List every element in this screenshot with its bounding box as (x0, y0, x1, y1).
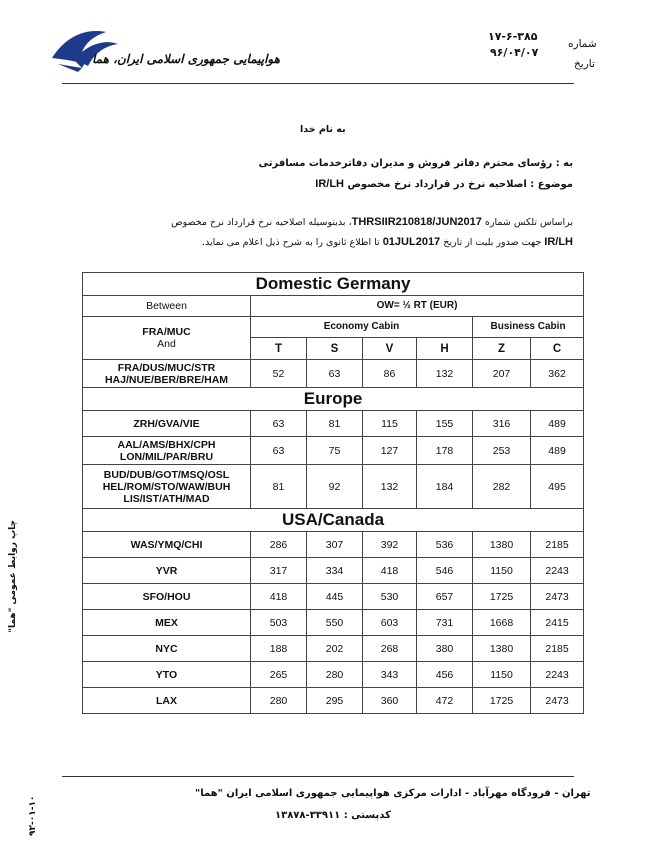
body-1-prefix: براساس تلکس شماره (484, 217, 573, 228)
fare-z: 1668 (473, 610, 531, 636)
fare-s: 280 (307, 662, 363, 688)
route-cell (83, 411, 251, 437)
table-row-usa (83, 688, 584, 714)
fare-c: 2473 (531, 584, 584, 610)
table-row-usa (83, 532, 584, 558)
fare-t: 265 (251, 662, 307, 688)
route-cell (83, 465, 251, 509)
airline-name: هواپیمایی جمهوری اسلامی ایران، هما (92, 52, 280, 66)
table-row-europe (83, 437, 584, 465)
fare-z: 1380 (473, 636, 531, 662)
business-cabin-label: Business Cabin (473, 317, 584, 338)
letter-date: ۹۶/۰۴/۰۷ (490, 46, 539, 59)
subject-line (315, 178, 573, 190)
fare-t: 286 (251, 532, 307, 558)
route-line: HEL/ROM/STO/WAW/BUH (102, 480, 231, 493)
fare-h: 178 (417, 437, 473, 465)
fare-z: 1150 (473, 558, 531, 584)
subject-text: موضوع : اصلاحیه نرخ در قرارداد نرخ مخصوص (347, 179, 573, 190)
fare-h: 657 (417, 584, 473, 610)
route-cell: SFO/HOU (83, 584, 251, 610)
route-line: LIS/IST/ATH/MAD (123, 492, 210, 505)
fare-s: 63 (307, 360, 363, 388)
fare-t: 63 (251, 411, 307, 437)
fare-v: 392 (363, 532, 417, 558)
fare-c: 2185 (531, 636, 584, 662)
fare-t: 280 (251, 688, 307, 714)
class-h: H (417, 338, 473, 360)
table-row-usa (83, 558, 584, 584)
fare-t: 81 (251, 465, 307, 509)
fare-s: 334 (307, 558, 363, 584)
fare-z: 316 (473, 411, 531, 437)
fare-table (82, 272, 584, 714)
letter-number: ۱۷-۶-۳۸۵ (488, 30, 538, 43)
fare-t: 418 (251, 584, 307, 610)
footer-address: تهران - فرودگاه مهرآباد - ادارات مرکزی هواپیمایی جمهوری اسلامی ایران "هما" (195, 788, 591, 799)
header-row-cabin (83, 317, 584, 338)
route-cell (83, 360, 251, 388)
fare-h: 472 (417, 688, 473, 714)
route-cell: YTO (83, 662, 251, 688)
class-v: V (363, 338, 417, 360)
print-note: چاپ روابط عمومی "هما" (8, 520, 18, 633)
fare-z: 282 (473, 465, 531, 509)
fare-h: 731 (417, 610, 473, 636)
fare-h: 456 (417, 662, 473, 688)
body-2-suffix: تا اطلاع ثانوی را به شرح ذیل اعلام می نماید. (201, 237, 380, 248)
origin-label (83, 317, 251, 360)
between-label: Between (83, 296, 251, 317)
fare-v: 418 (363, 558, 417, 584)
body-1-suffix: ، بدینوسیله اصلاحیه نرخ قرارداد نرخ مخصوص (171, 217, 352, 228)
fare-v: 132 (363, 465, 417, 509)
table-row-usa (83, 636, 584, 662)
route-line: ZRH/GVA/VIE (133, 417, 200, 430)
fare-c: 2473 (531, 688, 584, 714)
fare-z: 207 (473, 360, 531, 388)
header-divider (62, 83, 574, 84)
table-row-domestic (83, 360, 584, 388)
section-row-domestic (83, 273, 584, 296)
fare-v: 360 (363, 688, 417, 714)
fare-h: 546 (417, 558, 473, 584)
route-line: LON/MIL/PAR/BRU (119, 450, 214, 463)
fare-h: 184 (417, 465, 473, 509)
class-c: C (531, 338, 584, 360)
date-label: تاریخ (574, 58, 595, 70)
and-label: And (157, 338, 176, 350)
economy-cabin-label: Economy Cabin (251, 317, 473, 338)
section-row-europe (83, 388, 584, 411)
fare-s: 550 (307, 610, 363, 636)
table-row-europe (83, 465, 584, 509)
fare-s: 202 (307, 636, 363, 662)
fare-v: 343 (363, 662, 417, 688)
route-cell (83, 437, 251, 465)
fare-h: 536 (417, 532, 473, 558)
fare-s: 295 (307, 688, 363, 714)
body-2-mid: جهت صدور بلیت از تاریخ (443, 237, 542, 248)
table-row-usa (83, 662, 584, 688)
fare-c: 2243 (531, 662, 584, 688)
fare-c: 489 (531, 411, 584, 437)
fare-z: 1725 (473, 584, 531, 610)
body-line-1 (171, 216, 573, 228)
class-z: Z (473, 338, 531, 360)
fare-z: 1380 (473, 532, 531, 558)
route-cell: MEX (83, 610, 251, 636)
fare-c: 2415 (531, 610, 584, 636)
fare-v: 86 (363, 360, 417, 388)
table-row-usa (83, 610, 584, 636)
fare-h: 132 (417, 360, 473, 388)
section-title-domestic: Domestic Germany (83, 273, 584, 296)
header-row-basis (83, 296, 584, 317)
fare-basis-label: OW= ½ RT (EUR) (251, 296, 584, 317)
route-line: HAJ/NUE/BER/BRE/HAM (104, 373, 229, 386)
addressee-line: به : رؤسای محترم دفاتر فروش و مدیران دفاترخدمات مسافرتی (258, 158, 573, 169)
section-title-usa: USA/Canada (83, 509, 584, 532)
table-row-europe (83, 411, 584, 437)
fare-c: 2185 (531, 532, 584, 558)
fare-t: 188 (251, 636, 307, 662)
telex-reference: THRSIIR210818/JUN2017 (351, 216, 482, 228)
route-cell: YVR (83, 558, 251, 584)
fare-v: 115 (363, 411, 417, 437)
fare-t: 63 (251, 437, 307, 465)
fare-c: 489 (531, 437, 584, 465)
route-line: FRA/DUS/MUC/STR (117, 361, 216, 374)
route-line: AAL/AMS/BHX/CPH (117, 438, 216, 451)
print-code: ۹۲-۰۱-۱۰ (28, 795, 38, 836)
fare-s: 75 (307, 437, 363, 465)
fare-t: 503 (251, 610, 307, 636)
fare-s: 445 (307, 584, 363, 610)
body-2-code: IR/LH (544, 236, 573, 248)
class-t: T (251, 338, 307, 360)
fare-s: 92 (307, 465, 363, 509)
fare-c: 362 (531, 360, 584, 388)
basmala: به نام خدا (300, 124, 346, 135)
effective-date: 01JUL2017 (382, 236, 441, 248)
fare-v: 268 (363, 636, 417, 662)
fare-v: 603 (363, 610, 417, 636)
fare-h: 380 (417, 636, 473, 662)
fare-t: 52 (251, 360, 307, 388)
fare-z: 1150 (473, 662, 531, 688)
fare-z: 253 (473, 437, 531, 465)
body-line-2 (202, 236, 573, 248)
route-line: BUD/DUB/GOT/MSQ/OSL (103, 468, 230, 481)
fare-t: 317 (251, 558, 307, 584)
route-cell: LAX (83, 688, 251, 714)
fare-c: 2243 (531, 558, 584, 584)
number-label: شماره (568, 38, 597, 50)
footer-postal-code: کدپستی : ۳۳۹۱۱-۱۳۸۷۸ (275, 810, 391, 821)
section-title-europe: Europe (83, 388, 584, 411)
fare-s: 81 (307, 411, 363, 437)
fare-v: 530 (363, 584, 417, 610)
class-s: S (307, 338, 363, 360)
fare-z: 1725 (473, 688, 531, 714)
subject-code: IR/LH (315, 178, 344, 190)
table-row-usa (83, 584, 584, 610)
section-row-usa (83, 509, 584, 532)
footer-divider (62, 776, 574, 777)
fare-s: 307 (307, 532, 363, 558)
fare-v: 127 (363, 437, 417, 465)
from-label: FRA/MUC (142, 326, 191, 338)
route-cell: WAS/YMQ/CHI (83, 532, 251, 558)
fare-c: 495 (531, 465, 584, 509)
route-cell: NYC (83, 636, 251, 662)
fare-h: 155 (417, 411, 473, 437)
